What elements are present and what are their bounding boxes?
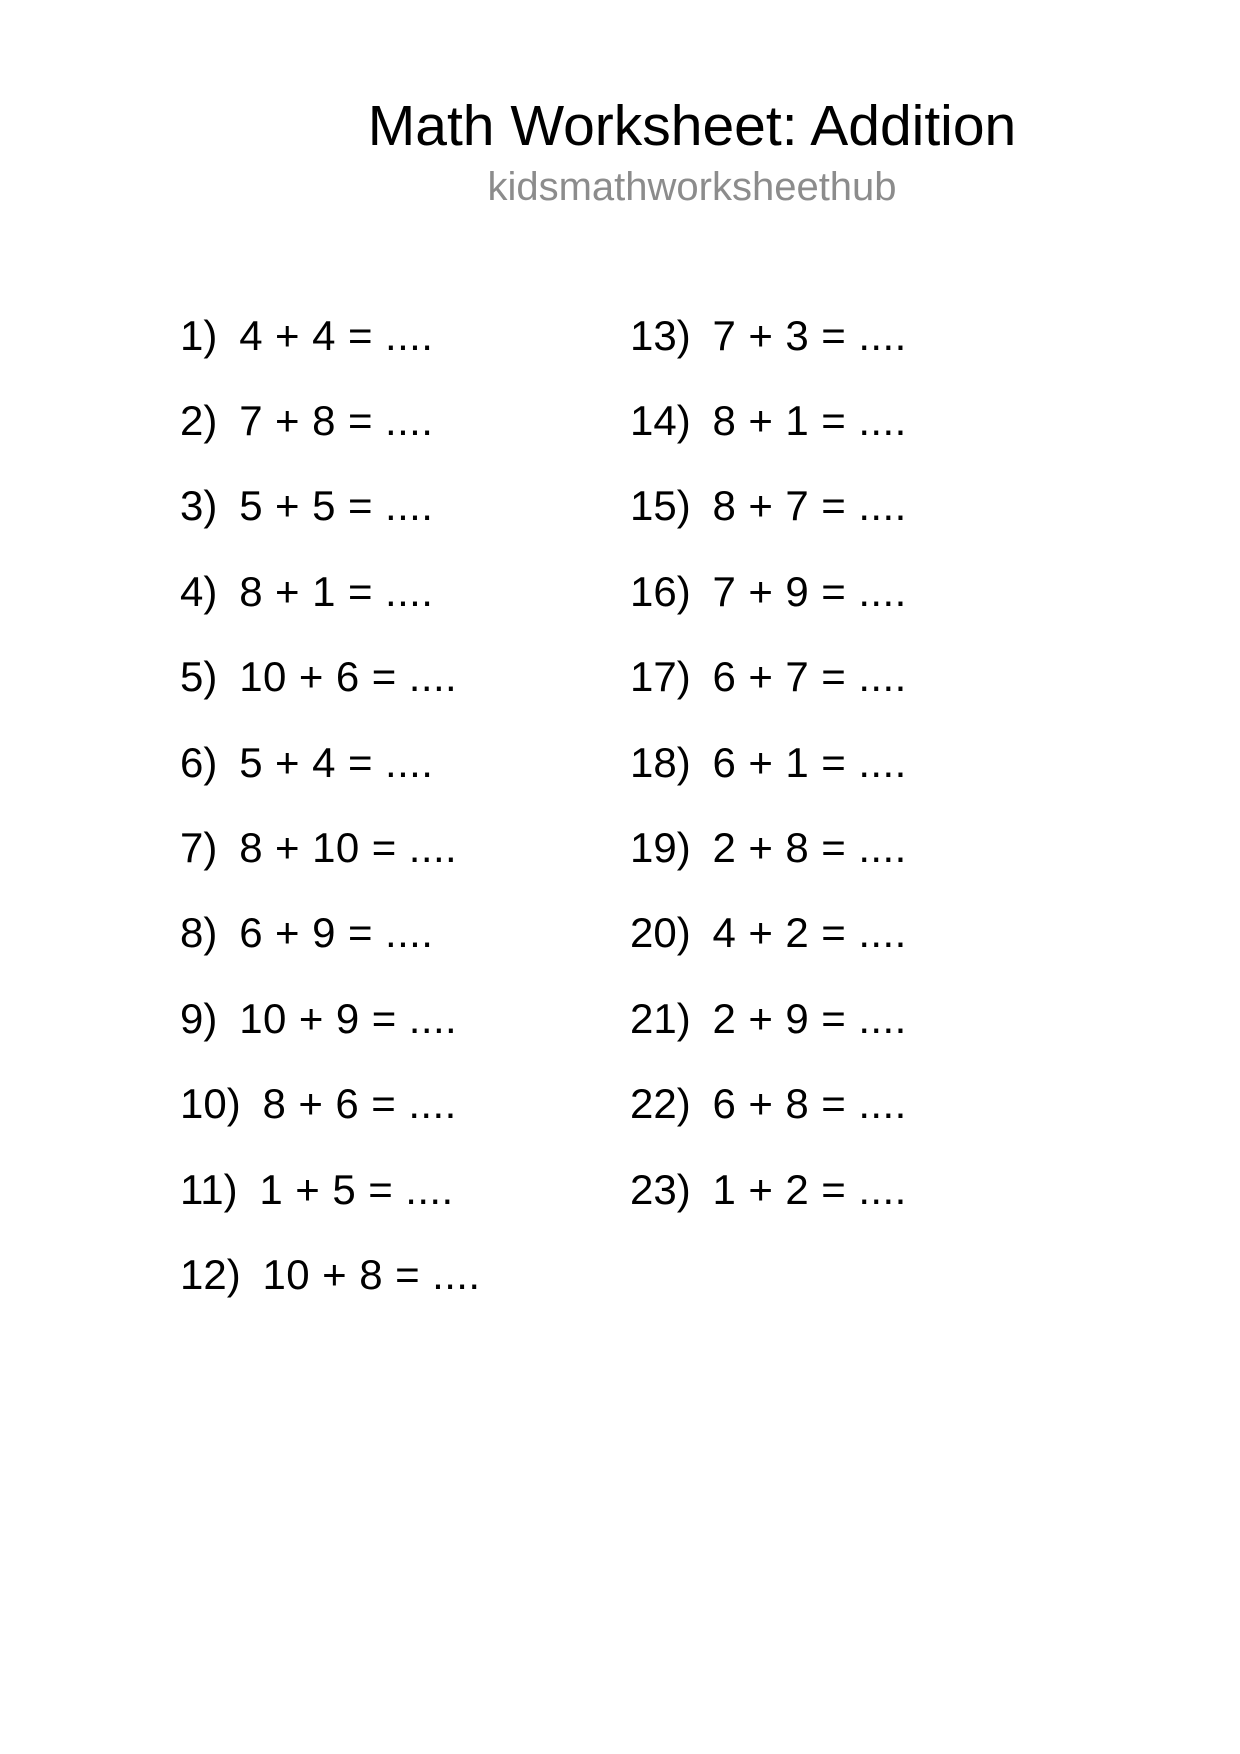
- page-subtitle: kidsmathworksheethub: [487, 165, 897, 209]
- problem-expression: 8 + 1 = ....: [239, 567, 434, 615]
- problem-expression: 10 + 8 = ....: [262, 1250, 481, 1298]
- problem-number: 15): [630, 482, 691, 530]
- problem-expression: 1 + 2 = ....: [712, 1165, 907, 1213]
- problem-row: [630, 1147, 1080, 1232]
- problem-row: [630, 549, 1080, 634]
- problem-row: [180, 720, 630, 805]
- problem-number: 22): [630, 1080, 691, 1128]
- problem-row: [180, 1147, 630, 1232]
- problem-number: 3): [180, 482, 218, 530]
- problem-expression: 8 + 6 = ....: [262, 1080, 457, 1128]
- problem-number: 20): [630, 909, 691, 957]
- problem-expression: 1 + 5 = ....: [259, 1165, 454, 1213]
- page-title: Math Worksheet: Addition: [367, 94, 1017, 158]
- problem-expression: 5 + 4 = ....: [239, 738, 434, 786]
- problem-row: [180, 891, 630, 976]
- problem-expression: 8 + 1 = ....: [712, 397, 907, 445]
- problem-expression: 5 + 5 = ....: [239, 482, 434, 530]
- problem-row: [630, 805, 1080, 890]
- problem-row: [180, 378, 630, 463]
- problem-number: 5): [180, 653, 218, 701]
- problem-expression: 10 + 6 = ....: [239, 653, 458, 701]
- problem-row: [180, 976, 630, 1061]
- problem-number: 4): [180, 567, 218, 615]
- problem-row: [180, 635, 630, 720]
- problem-row: [630, 635, 1080, 720]
- problem-row: [630, 720, 1080, 805]
- problem-number: 18): [630, 738, 691, 786]
- problem-row: [180, 1232, 630, 1317]
- problem-number: 13): [630, 311, 691, 359]
- problem-number: 10): [180, 1080, 241, 1128]
- problem-expression: 6 + 8 = ....: [712, 1080, 907, 1128]
- problem-expression: 7 + 8 = ....: [239, 397, 434, 445]
- problems-column-left: [180, 293, 630, 1318]
- problem-row: [630, 378, 1080, 463]
- problem-number: 6): [180, 738, 218, 786]
- worksheet-header: [144, 94, 1240, 209]
- problem-number: 14): [630, 397, 691, 445]
- problem-number: 16): [630, 567, 691, 615]
- problem-number: 19): [630, 824, 691, 872]
- problem-expression: 6 + 1 = ....: [712, 738, 907, 786]
- problem-row: [630, 293, 1080, 378]
- problem-row: [630, 891, 1080, 976]
- problem-expression: 8 + 7 = ....: [712, 482, 907, 530]
- problem-expression: 6 + 7 = ....: [712, 653, 907, 701]
- problem-number: 2): [180, 397, 218, 445]
- problem-number: 9): [180, 994, 218, 1042]
- problems-column-right: [630, 293, 1080, 1318]
- problem-number: 23): [630, 1165, 691, 1213]
- problem-number: 1): [180, 311, 218, 359]
- problem-row: [180, 293, 630, 378]
- problem-row: [180, 464, 630, 549]
- problem-expression: 2 + 8 = ....: [712, 824, 907, 872]
- problem-row: [630, 464, 1080, 549]
- problem-number: 11): [180, 1165, 238, 1213]
- problem-row: [180, 805, 630, 890]
- problem-number: 7): [180, 824, 218, 872]
- problem-number: 17): [630, 653, 691, 701]
- problem-row: [180, 549, 630, 634]
- problem-expression: 4 + 2 = ....: [712, 909, 907, 957]
- problem-expression: 10 + 9 = ....: [239, 994, 458, 1042]
- problem-expression: 7 + 3 = ....: [712, 311, 907, 359]
- problem-row: [630, 1062, 1080, 1147]
- problem-row: [180, 1062, 630, 1147]
- problem-expression: 8 + 10 = ....: [239, 824, 458, 872]
- problem-row: [630, 976, 1080, 1061]
- problem-expression: 6 + 9 = ....: [239, 909, 434, 957]
- problems-area: [0, 293, 1240, 1318]
- problem-number: 12): [180, 1250, 241, 1298]
- problem-number: 8): [180, 909, 218, 957]
- problem-expression: 2 + 9 = ....: [712, 994, 907, 1042]
- problem-expression: 4 + 4 = ....: [239, 311, 434, 359]
- problem-expression: 7 + 9 = ....: [712, 567, 907, 615]
- problem-number: 21): [630, 994, 691, 1042]
